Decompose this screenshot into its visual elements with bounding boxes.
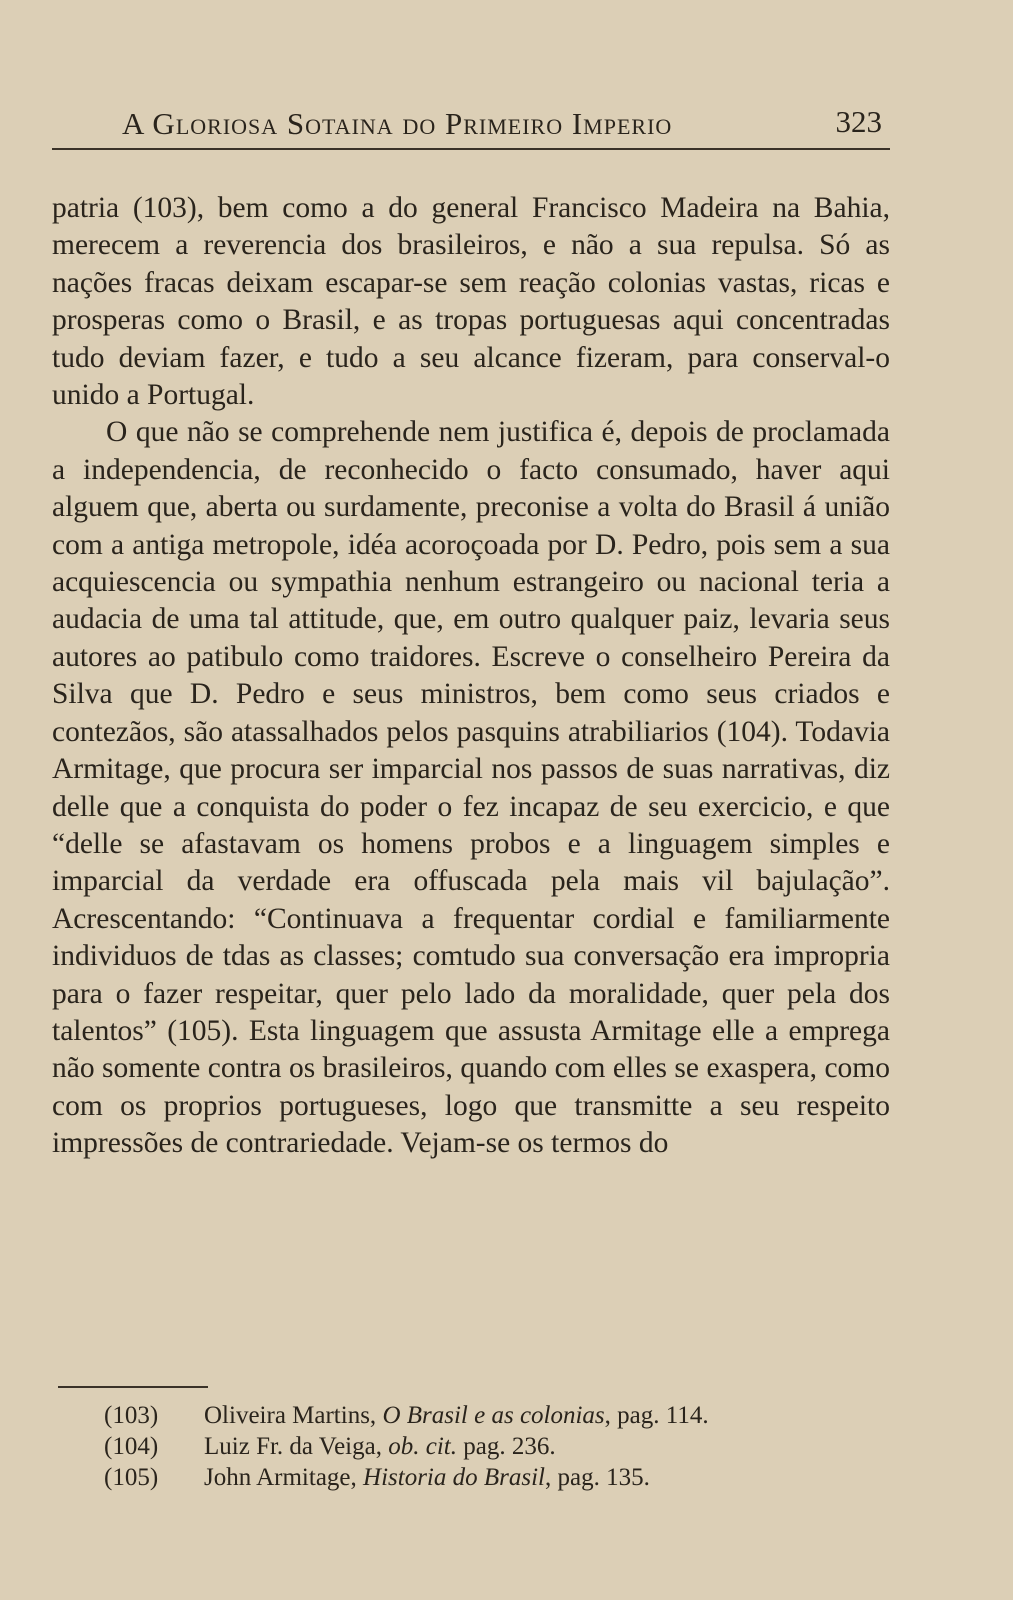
footnote-author: John Armitage,	[204, 1464, 364, 1491]
footnote-page: , pag. 135.	[545, 1464, 650, 1491]
footnote-number: (103)	[104, 1402, 159, 1429]
paragraph: patria (103), bem como a do general Francisco Madeira na Bahia, merecem a reverencia dos brasileiros, e não a sua repulsa. Só as nações fracas deixam escapar-se sem reação colonias vastas, ricas e prosperas como o Brasil, e as tropas portuguesas aqui concentradas tudo deviam fazer, e tudo a seu alcance fizeram, para conserval-o unido a Portugal.	[52, 192, 890, 412]
body-text	[52, 190, 890, 1163]
footnote-number: (105)	[104, 1464, 159, 1491]
footnote-page: , pag. 114.	[604, 1402, 709, 1429]
footnotes	[104, 1400, 904, 1493]
footnote-title: Historia do Brasil	[363, 1464, 545, 1491]
footnote-title: O Brasil e as colonias	[382, 1402, 605, 1429]
header-rule	[52, 148, 890, 150]
running-title: A Gloriosa Sotaina do Primeiro Imperio	[122, 106, 673, 141]
footnote-rule	[58, 1386, 208, 1388]
footnote-page: pag. 236.	[456, 1433, 556, 1460]
footnote-author: Luiz Fr. da Veiga,	[204, 1433, 389, 1460]
footnote-104	[104, 1431, 904, 1462]
footnote-title: ob. cit.	[388, 1433, 457, 1460]
footnote-author: Oliveira Martins,	[204, 1402, 383, 1429]
page-header	[52, 98, 890, 156]
paragraph: O que não se comprehende nem justifica é, depois de proclamada a independencia, de reconhecido o facto consumado, haver aqui alguem que, aberta ou surdamente, preconise a volta do Brasil á união com a antiga metropole, idéa acoroçoada por D. Pedro, pois sem a sua acquiescencia ou sympathia nenhum estrangeiro ou nacional teria a audacia de uma tal attitude, que, em outro qualquer paiz, levaria seus autores ao patibulo como traidores. Escreve o conselheiro Pereira da Silva que D. Pedro e seus ministros, bem como seus criados e contezãos, são atassalhados pelos pasquins atrabiliarios (104). Todavia Armitage, que procura ser imparcial nos passos de suas narrativas, diz delle que a conquista do poder o fez incapaz de seu exercicio, e que “delle se afastavam os homens probos e a linguagem simples e imparcial da verdade era offuscada pela mais vil bajulação”. Acrescentando: “Continuava a frequentar cordial e familiarmente individuos de tdas as classes; comtudo sua conversação era impropria para o fazer respeitar, quer pelo lado da moralidade, quer pela dos talentos” (105). Esta linguagem que assusta Armitage elle a emprega não somente contra os brasileiros, quando com elles se exaspera, como com os proprios portugueses, logo que transmitte a seu respeito impressões de contrariedade. Vejam-se os termos do	[52, 416, 890, 1160]
footnote-105	[104, 1462, 904, 1493]
footnote-103	[104, 1400, 904, 1431]
page-number: 323	[835, 104, 882, 139]
footnote-number: (104)	[104, 1433, 159, 1460]
